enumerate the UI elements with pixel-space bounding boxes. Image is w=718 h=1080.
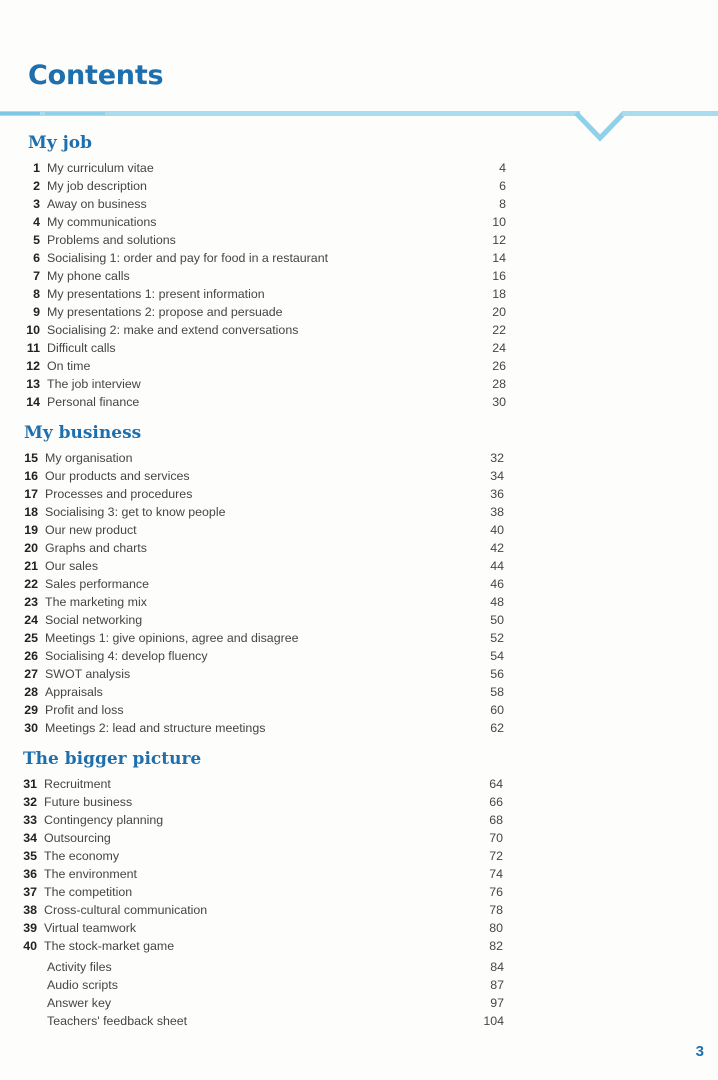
- unit-number: 30: [24, 721, 38, 735]
- toc-entry: [26, 267, 506, 285]
- unit-title: Meetings 1: give opinions, agree and disagree: [45, 631, 299, 645]
- page-ref: 32: [490, 451, 504, 465]
- unit-number: 39: [23, 921, 37, 935]
- toc-entry: [26, 195, 506, 213]
- page-ref: 36: [490, 487, 504, 501]
- toc-entry: [26, 339, 506, 357]
- unit-title: Away on business: [47, 197, 147, 211]
- unit-title: Cross-cultural communication: [44, 903, 208, 917]
- toc-entry: [26, 177, 506, 195]
- page-ref: 78: [489, 903, 503, 917]
- toc-entry: [24, 503, 504, 521]
- unit-number: 19: [24, 523, 38, 537]
- page-ref: 46: [490, 577, 504, 591]
- toc-entry: [26, 159, 506, 177]
- unit-title: Socialising 1: order and pay for food in a restaurant: [47, 251, 329, 265]
- unit-title: Socialising 2: make and extend conversations: [47, 323, 299, 337]
- extra-title: Audio scripts: [47, 978, 118, 992]
- unit-number: 34: [23, 831, 37, 845]
- unit-number: 38: [23, 903, 37, 917]
- toc-list-my-business: [24, 449, 504, 737]
- toc-entry: [26, 213, 506, 231]
- unit-title: My curriculum vitae: [47, 161, 154, 175]
- page-ref: 42: [490, 541, 504, 555]
- toc-entry: [24, 449, 504, 467]
- extra-title: Activity files: [47, 960, 112, 974]
- unit-number: 17: [24, 487, 38, 501]
- toc-entry: [24, 575, 504, 593]
- unit-title: Graphs and charts: [45, 541, 147, 555]
- page-number: 3: [695, 1043, 704, 1060]
- unit-number: 15: [24, 451, 38, 465]
- toc-entry: [23, 919, 503, 937]
- section-title-bigger-picture: The bigger picture: [23, 749, 202, 769]
- unit-number: 31: [23, 777, 37, 791]
- toc-entry: [24, 485, 504, 503]
- toc-entry: [23, 937, 503, 955]
- page-ref: 87: [490, 978, 504, 992]
- page-ref: 104: [483, 1014, 504, 1028]
- page-ref: 20: [492, 305, 506, 319]
- unit-number: 28: [24, 685, 38, 699]
- page-ref: 48: [490, 595, 504, 609]
- toc-entry: [26, 321, 506, 339]
- page-ref: 74: [489, 867, 503, 881]
- toc-entry: [24, 467, 504, 485]
- unit-title: My job description: [47, 179, 147, 193]
- unit-number: 13: [26, 377, 40, 391]
- page-ref: 24: [492, 341, 506, 355]
- page-ref: 4: [499, 161, 506, 175]
- toc-entry: [23, 901, 503, 919]
- unit-number: 9: [33, 305, 40, 319]
- unit-title: Meetings 2: lead and structure meetings: [45, 721, 266, 735]
- unit-title: The economy: [44, 849, 120, 863]
- unit-number: 7: [33, 269, 40, 283]
- unit-title: Future business: [44, 795, 133, 809]
- toc-entry: [26, 303, 506, 321]
- toc-list-bigger-picture: [23, 775, 503, 955]
- page-ref: 80: [489, 921, 503, 935]
- unit-title: My presentations 2: propose and persuade: [47, 305, 283, 319]
- page-ref: 60: [490, 703, 504, 717]
- unit-title: My phone calls: [47, 269, 130, 283]
- unit-title: The marketing mix: [45, 595, 147, 609]
- unit-title: Personal finance: [47, 395, 140, 409]
- unit-number: 2: [33, 179, 40, 193]
- page-ref: 72: [489, 849, 503, 863]
- toc-extra-entry: [24, 976, 504, 994]
- toc-entry: [26, 285, 506, 303]
- toc-entry: [26, 375, 506, 393]
- unit-number: 8: [33, 287, 40, 301]
- page-ref: 30: [492, 395, 506, 409]
- toc-entry: [24, 557, 504, 575]
- unit-title: Contingency planning: [44, 813, 164, 827]
- unit-number: 16: [24, 469, 38, 483]
- unit-number: 33: [23, 813, 37, 827]
- unit-number: 11: [26, 341, 40, 355]
- unit-number: 26: [24, 649, 38, 663]
- page-ref: 18: [492, 287, 506, 301]
- toc-entry: [24, 521, 504, 539]
- toc-entry: [23, 829, 503, 847]
- unit-number: 3: [33, 197, 40, 211]
- page-ref: 56: [490, 667, 504, 681]
- unit-number: 27: [24, 667, 38, 681]
- page-ref: 16: [492, 269, 506, 283]
- unit-title: Profit and loss: [45, 703, 124, 717]
- page-ref: 54: [490, 649, 504, 663]
- toc-entry: [23, 811, 503, 829]
- toc-entry: [24, 647, 504, 665]
- unit-number: 20: [24, 541, 38, 555]
- unit-number: 14: [26, 395, 40, 409]
- page-ref: 28: [492, 377, 506, 391]
- unit-title: Outsourcing: [44, 831, 111, 845]
- page-ref: 6: [499, 179, 506, 193]
- page-ref: 50: [490, 613, 504, 627]
- unit-number: 23: [24, 595, 38, 609]
- toc-entry: [24, 719, 504, 737]
- toc-entry: [24, 701, 504, 719]
- unit-title: Virtual teamwork: [44, 921, 137, 935]
- page-ref: 34: [490, 469, 504, 483]
- toc-entry: [23, 883, 503, 901]
- unit-title: Recruitment: [44, 777, 111, 791]
- unit-number: 4: [33, 215, 40, 229]
- toc-entry: [26, 393, 506, 411]
- toc-extra-entry: [24, 994, 504, 1012]
- unit-title: Difficult calls: [47, 341, 116, 355]
- toc-entry: [23, 775, 503, 793]
- toc-entry: [26, 249, 506, 267]
- unit-title: Sales performance: [45, 577, 149, 591]
- page-ref: 8: [499, 197, 506, 211]
- unit-number: 10: [26, 323, 40, 337]
- page-title: Contents: [28, 60, 164, 91]
- extra-title: Answer key: [47, 996, 112, 1010]
- unit-title: Our new product: [45, 523, 137, 537]
- unit-title: On time: [47, 359, 91, 373]
- unit-title: Social networking: [45, 613, 143, 627]
- unit-number: 29: [24, 703, 38, 717]
- toc-entry: [23, 793, 503, 811]
- page-ref: 76: [489, 885, 503, 899]
- unit-title: My organisation: [45, 451, 133, 465]
- page-ref: 64: [489, 777, 503, 791]
- unit-number: 40: [23, 939, 37, 953]
- toc-entry: [24, 629, 504, 647]
- unit-number: 22: [24, 577, 38, 591]
- page-ref: 66: [489, 795, 503, 809]
- unit-title: Processes and procedures: [45, 487, 193, 501]
- unit-title: SWOT analysis: [45, 667, 131, 681]
- unit-number: 25: [24, 631, 38, 645]
- toc-entry: [26, 231, 506, 249]
- unit-title: The environment: [44, 867, 137, 881]
- unit-title: My presentations 1: present information: [47, 287, 265, 301]
- unit-number: 12: [26, 359, 40, 373]
- unit-number: 24: [24, 613, 38, 627]
- toc-extra-entry: [24, 1012, 504, 1030]
- toc-list-my-job: [26, 159, 506, 411]
- unit-number: 18: [24, 505, 38, 519]
- section-title-my-business: My business: [24, 423, 142, 443]
- toc-entry: [26, 357, 506, 375]
- toc-entry: [24, 593, 504, 611]
- page-ref: 52: [490, 631, 504, 645]
- unit-title: Our products and services: [45, 469, 190, 483]
- page-ref: 38: [490, 505, 504, 519]
- section-title-my-job: My job: [28, 133, 92, 153]
- unit-number: 5: [33, 233, 40, 247]
- unit-number: 36: [23, 867, 37, 881]
- page-ref: 10: [492, 215, 506, 229]
- unit-number: 32: [23, 795, 37, 809]
- page-ref: 82: [489, 939, 503, 953]
- page-ref: 62: [490, 721, 504, 735]
- toc-entry: [23, 865, 503, 883]
- unit-title: Appraisals: [45, 685, 103, 699]
- toc-entry: [23, 847, 503, 865]
- unit-number: 1: [33, 161, 40, 175]
- unit-title: The job interview: [47, 377, 141, 391]
- extra-title: Teachers' feedback sheet: [47, 1014, 188, 1028]
- page-ref: 12: [492, 233, 506, 247]
- toc-entry: [24, 611, 504, 629]
- unit-title: The stock-market game: [44, 939, 175, 953]
- toc-entry: [24, 539, 504, 557]
- page-ref: 22: [492, 323, 506, 337]
- toc-entry: [24, 665, 504, 683]
- unit-number: 35: [23, 849, 37, 863]
- page-ref: 40: [490, 523, 504, 537]
- unit-number: 37: [23, 885, 37, 899]
- unit-title: Problems and solutions: [47, 233, 176, 247]
- unit-title: The competition: [44, 885, 133, 899]
- page-ref: 44: [490, 559, 504, 573]
- page-ref: 58: [490, 685, 504, 699]
- unit-number: 6: [33, 251, 40, 265]
- page-ref: 26: [492, 359, 506, 373]
- toc-extra-entry: [24, 958, 504, 976]
- page-ref: 14: [492, 251, 506, 265]
- toc-list-extras: [24, 958, 504, 1030]
- toc-entry: [24, 683, 504, 701]
- page-ref: 84: [490, 960, 504, 974]
- page-ref: 70: [489, 831, 503, 845]
- unit-title: My communications: [47, 215, 157, 229]
- page-ref: 68: [489, 813, 503, 827]
- unit-title: Socialising 3: get to know people: [45, 505, 226, 519]
- unit-title: Socialising 4: develop fluency: [45, 649, 208, 663]
- page-ref: 97: [490, 996, 504, 1010]
- header-rule-with-chevron: [0, 108, 718, 144]
- unit-number: 21: [24, 559, 38, 573]
- unit-title: Our sales: [45, 559, 99, 573]
